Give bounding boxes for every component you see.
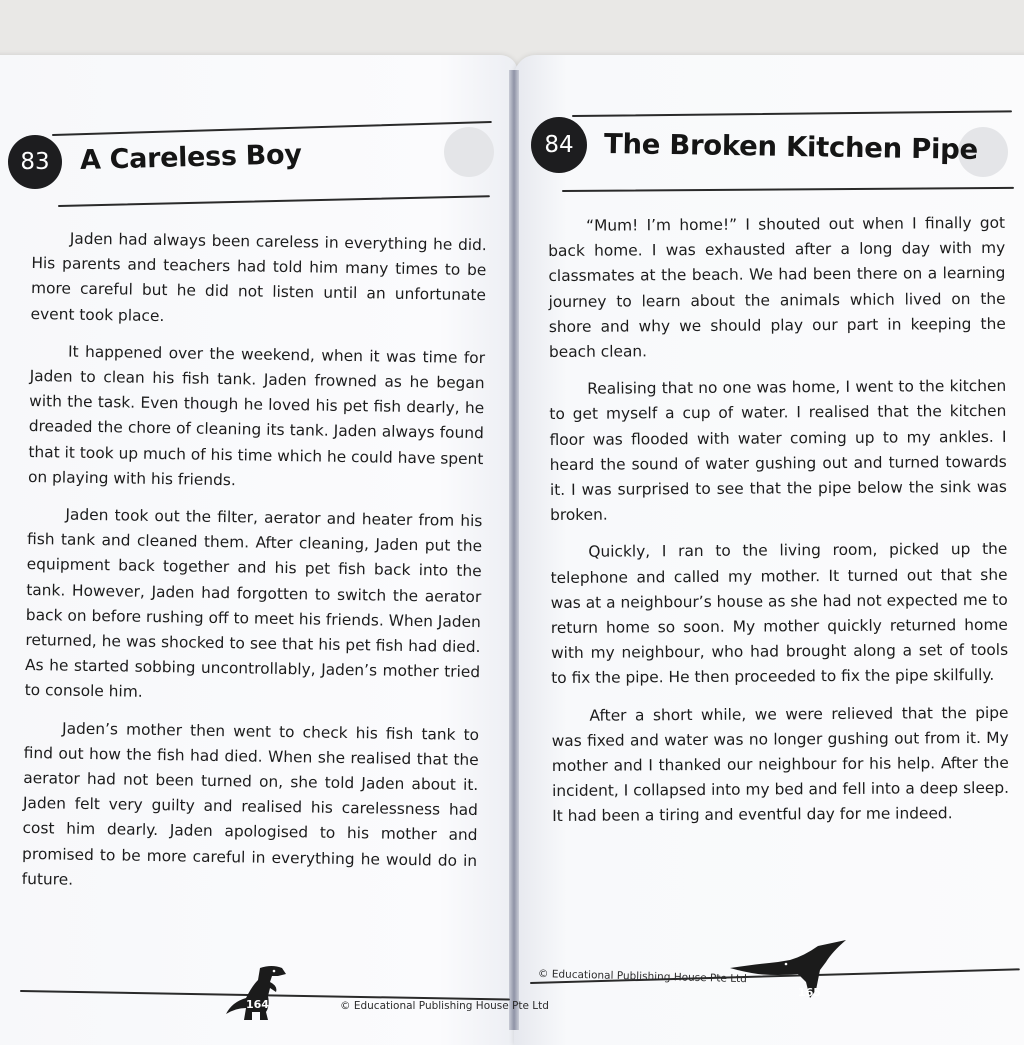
story-number: 83 [20,149,50,175]
page-number: 165 [798,986,821,999]
paragraph: Jaden had always been careless in everything he did. His parents and teachers had told him many times to be more careful but he did not listen until an unfortunate event took place. [30,229,487,325]
copyright-footer: © Educational Publishing House Pte Ltd [537,968,748,986]
paragraph: “Mum! I’m home!” I shouted out when I finally got back home. I was exhausted after a long day with my classmates at the beach. We had been there on a learning journey to learn about the animals which lived on the shore and why we should play our part in keeping the beach clean. [548,213,1006,362]
dinosaur-icon [222,962,294,1024]
story-number: 84 [544,132,574,158]
story-text [548,211,1009,842]
ghost-circle [444,127,494,177]
story-text [21,226,487,911]
story-number-badge [8,135,62,189]
page-title: The Broken Kitchen Pipe [603,128,979,166]
paragraph: Jaden took out the filter, aerator and heater from his fish tank and cleaned them. After cleaning, Jaden put the equipment back together and his pet fish back into the tank. However, Jaden had forgotten to switch the aerator back on before rushing off to meet his friends. When Jaden returned, he was shocked to see that his pet fish had died. As he started sobbing uncontrollably, Jaden’s mother tried to console him. [24,505,483,702]
book-gutter [509,70,519,1030]
copyright-footer: © Educational Publishing House Pte Ltd [340,1000,549,1012]
page-number: 164 [246,998,269,1011]
paragraph: After a short while, we were relieved that the pipe was fixed and water was no longer gushing out from it. My mother and I thanked our neighbour for his help. After the incident, I collapsed into my bed and fell into a deep sleep. It had been a tiring and eventful day for me indeed. [551,703,1010,826]
pterodactyl-icon [728,938,850,1002]
story-number-badge [531,117,587,173]
paragraph: Realising that no one was home, I went to the kitchen to get myself a cup of water. I realised that the kitchen floor was flooded with water coming up to my ankles. I heard the sound of water gushing out and turned towards it. I was surprised to see that the pipe below the sink was broken. [549,377,1007,525]
page-title: A Careless Boy [79,139,302,176]
paragraph: It happened over the weekend, when it was time for Jaden to clean his fish tank. Jaden frowned as he began with the task. Even though he loved his pet fish dearly, he dreaded the chore of cleaning its tank. Jaden always found that it took up much of his time which he could have spent on playing with his friends. [27,342,486,490]
paragraph: Jaden’s mother then went to check his fish tank to find out how the fish had died. When she realised that the aerator had not been turned on, she told Jaden about it. Jaden felt very guilty and realised his carelessness had cost him dearly. Jaden apologised to his mother and promised to be more careful in everything he would do in future. [21,719,480,889]
paragraph: Quickly, I ran to the living room, picked up the telephone and called my mother. It turned out that she was at a neighbour’s house as she had not expected me to return home so soon. My mother quickly returned home with my neighbour, who had brought along a set of tools to fix the pipe. He then proceeded to fix the pipe skilfully. [550,540,1009,688]
